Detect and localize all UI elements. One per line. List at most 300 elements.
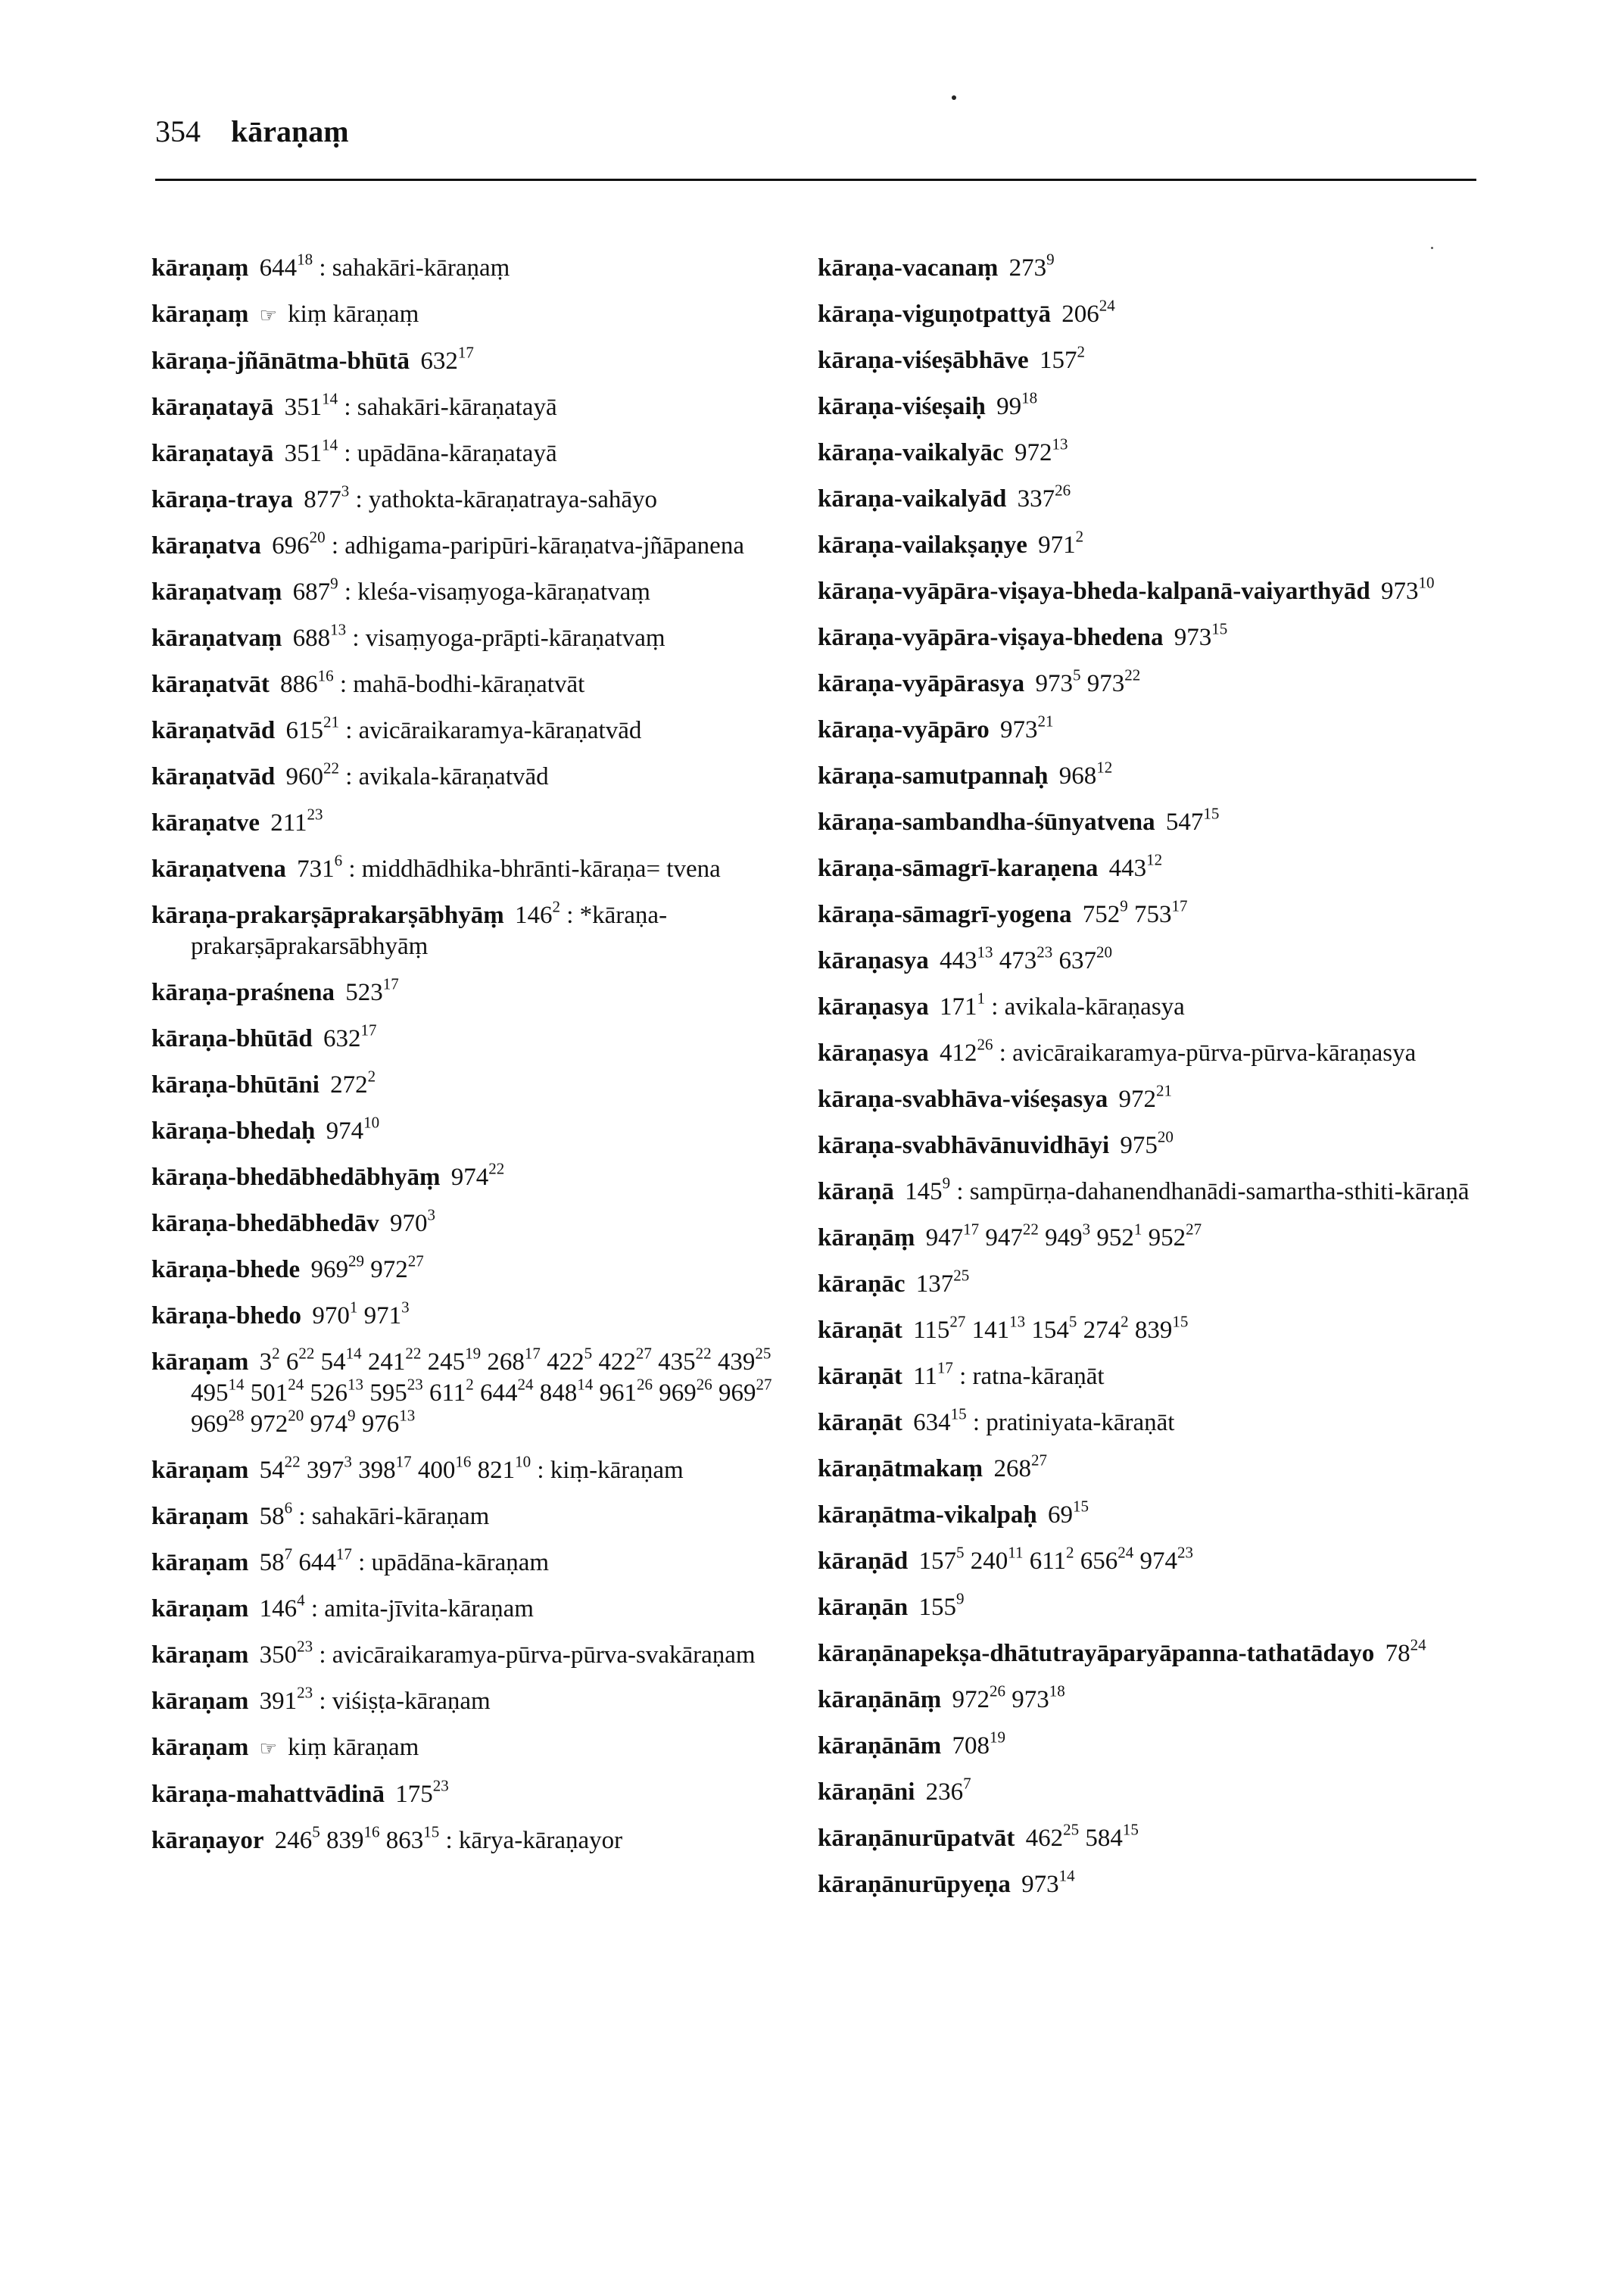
page-reference: [1133, 896, 1188, 928]
reference-page: 146: [514, 902, 553, 929]
index-entry: [151, 299, 818, 331]
entry-note: : sahakāri-kāraṇam: [298, 1503, 490, 1530]
page-reference: [905, 1173, 951, 1205]
page-reference: [323, 1021, 377, 1052]
reference-line: 17: [937, 1358, 953, 1377]
reference-page: 970: [390, 1210, 428, 1237]
entry-note: : viśiṣṭa-kāraṇam: [319, 1688, 491, 1715]
entry-note: : avicāraikaramya-pūrva-pūrva-svakāraṇam: [319, 1641, 756, 1669]
entry-references: [1017, 481, 1071, 513]
page-reference: [539, 1375, 594, 1407]
reference-line: 17: [963, 1220, 980, 1239]
entry-references: [918, 1543, 1193, 1575]
reference-line: 20: [1096, 943, 1112, 962]
entry-note: : adhigama-paripūri-kāraṇatva-jñāpanena: [331, 532, 744, 559]
reference-line: 22: [1022, 1220, 1039, 1239]
reference-line: 24: [1099, 296, 1115, 315]
entry-note: : pratiniyata-kāraṇāt: [972, 1409, 1175, 1436]
index-entry: [151, 1344, 818, 1440]
reference-line: 10: [515, 1452, 531, 1471]
reference-line: 1: [977, 989, 985, 1008]
reference-line: 9: [1046, 250, 1055, 269]
page-reference: [272, 528, 326, 559]
index-entry: [151, 250, 818, 284]
page-reference: [925, 1774, 971, 1806]
entry-headword: kāraṇa-vacanaṃ: [818, 254, 999, 282]
page-reference: [304, 482, 350, 513]
entry-references: [259, 1637, 313, 1669]
index-entry: [151, 1732, 818, 1764]
entry-references: [259, 1498, 293, 1530]
page-reference: [259, 1544, 293, 1576]
entry-headword: kāraṇaṃ: [151, 254, 249, 282]
page-reference: [284, 435, 338, 467]
reference-page: 634: [913, 1409, 951, 1436]
reference-page: 877: [304, 486, 341, 513]
reference-line: 15: [423, 1822, 440, 1841]
entry-note: kiṃ kāraṇam: [288, 1734, 419, 1761]
page-reference: [1085, 1820, 1139, 1852]
page-reference: [658, 1344, 712, 1376]
page-reference: [285, 712, 339, 744]
entry-references: [939, 989, 985, 1021]
reference-page: 976: [361, 1410, 400, 1438]
entry-references: [259, 1683, 313, 1715]
entry-references: [1118, 1081, 1172, 1113]
reference-page: 501: [250, 1379, 288, 1407]
reference-line: 27: [949, 1312, 966, 1331]
entry-headword: kāraṇān: [818, 1594, 909, 1621]
reference-page: 78: [1385, 1640, 1410, 1667]
reference-page: 632: [420, 348, 458, 375]
page-reference: [1008, 250, 1055, 282]
reference-page: 99: [996, 393, 1022, 420]
index-entry: [818, 712, 1484, 746]
reference-page: 245: [427, 1348, 466, 1376]
entry-references: [1035, 665, 1141, 697]
reference-page: 443: [1108, 855, 1147, 882]
reference-page: 141: [971, 1317, 1010, 1344]
index-entry: [151, 1113, 818, 1147]
index-entry: [818, 896, 1484, 930]
page-reference: [370, 1251, 424, 1283]
page-reference: [1080, 1543, 1134, 1575]
reference-line: 15: [1203, 804, 1220, 823]
reference-line: 9: [955, 1589, 965, 1608]
entry-headword: kāraṇāt: [818, 1317, 902, 1344]
entry-references: [304, 482, 350, 513]
entry-headword: kāraṇa-sāmagrī-karaṇena: [818, 855, 1099, 882]
entry-references: [1108, 850, 1163, 882]
reference-page: 236: [925, 1778, 964, 1806]
index-entry: [818, 1728, 1484, 1762]
reference-line: 18: [297, 250, 313, 269]
page-reference: [717, 1344, 771, 1376]
reference-line: 23: [1177, 1543, 1193, 1562]
page-reference: [1058, 758, 1113, 790]
header-rule: [155, 179, 1476, 181]
entry-headword: kāraṇasya: [818, 1039, 929, 1067]
reference-line: 13: [977, 943, 993, 962]
reference-line: 23: [297, 1683, 313, 1702]
entry-note: : sahakāri-kāraṇaṃ: [319, 254, 510, 282]
reference-line: 5: [1068, 1312, 1077, 1331]
reference-line: 23: [407, 1375, 423, 1394]
page-reference: [306, 1452, 352, 1484]
reference-page: 273: [1008, 254, 1047, 282]
reference-page: 462: [1025, 1825, 1064, 1852]
index-entry: [818, 388, 1484, 422]
index-entry: [151, 1683, 818, 1717]
entry-headword: kāraṇa-samutpannaḥ: [818, 762, 1049, 790]
reference-page: 495: [191, 1379, 229, 1407]
reference-page: 268: [993, 1455, 1031, 1482]
reference-page: 154: [1031, 1317, 1069, 1344]
entry-headword: kāraṇa-bhedo: [151, 1302, 302, 1329]
reference-line: 23: [307, 805, 323, 824]
reference-page: 886: [280, 671, 318, 698]
entry-references: [1061, 296, 1115, 328]
page-reference: [420, 343, 474, 375]
page-reference: [1031, 1312, 1077, 1344]
entry-references: [284, 389, 338, 421]
reference-page: 752: [1082, 901, 1121, 928]
reference-line: 22: [284, 1452, 301, 1471]
index-entry: [818, 804, 1484, 838]
index-entry: [818, 1866, 1484, 1900]
index-entry: [151, 1067, 818, 1101]
reference-line: 26: [1055, 481, 1071, 500]
entry-note: : visaṃyoga-prāpti-kāraṇatvaṃ: [352, 625, 665, 652]
reference-line: 21: [323, 712, 339, 731]
entry-headword: kāraṇa-mahattvādinā: [151, 1781, 385, 1808]
page-reference: [369, 1375, 423, 1407]
reference-line: 15: [1072, 1497, 1089, 1516]
reference-page: 54: [259, 1457, 285, 1484]
reference-line: 2: [466, 1375, 474, 1394]
entry-note: : kārya-kāraṇayor: [445, 1827, 623, 1854]
reference-page: 155: [918, 1594, 956, 1621]
reference-page: 961: [599, 1379, 637, 1407]
entry-headword: kāraṇāni: [818, 1778, 915, 1806]
page-number: 354: [155, 114, 201, 148]
entry-references: [1120, 1127, 1174, 1159]
reference-page: 969: [659, 1379, 697, 1407]
entry-references: [297, 851, 343, 883]
page-reference: [1165, 804, 1220, 836]
entry-note: : avicāraikaramya-kāraṇatvād: [345, 717, 642, 744]
page-reference: [259, 1452, 301, 1484]
reference-line: 15: [1172, 1312, 1189, 1331]
entry-headword: kāraṇa-bhedābhedāv: [151, 1210, 379, 1237]
entry-references: [259, 1544, 352, 1576]
page-reference: [259, 1637, 313, 1669]
index-entry: [151, 1822, 818, 1856]
reference-line: 19: [989, 1728, 1005, 1747]
index-entry: [151, 343, 818, 377]
entry-headword: kāraṇānāṃ: [818, 1686, 942, 1713]
index-entry: [818, 481, 1484, 515]
reference-line: 13: [1009, 1312, 1026, 1331]
page-reference: [390, 1205, 436, 1237]
reference-line: 1: [1133, 1220, 1142, 1239]
page-reference: [1108, 850, 1163, 882]
page-reference: [1039, 342, 1085, 374]
reference-line: 13: [399, 1406, 416, 1425]
reference-line: 25: [755, 1344, 771, 1363]
page-reference: [939, 943, 993, 974]
reference-page: 952: [1148, 1224, 1186, 1251]
reference-line: 3: [427, 1205, 436, 1224]
reference-page: 58: [259, 1549, 285, 1576]
index-entry: [818, 435, 1484, 469]
entry-headword: kāraṇāt: [818, 1363, 902, 1390]
reference-page: 960: [285, 763, 323, 790]
reference-line: 10: [363, 1113, 380, 1132]
page-reference: [1021, 1866, 1075, 1898]
page-reference: [985, 1220, 1039, 1251]
reference-page: 439: [717, 1348, 756, 1376]
reference-page: 688: [292, 625, 331, 652]
page-reference: [361, 1406, 416, 1438]
page-reference: [363, 1298, 410, 1329]
entry-references: [312, 1298, 410, 1329]
entry-note: : upādāna-kāraṇatayā: [344, 440, 557, 467]
index-entry: [818, 665, 1484, 700]
reference-line: 2: [552, 897, 560, 916]
index-entry: [151, 1298, 818, 1332]
index-entry: [818, 527, 1484, 561]
reference-page: 595: [369, 1379, 407, 1407]
right-column: [818, 250, 1484, 1915]
page-reference: [996, 388, 1038, 420]
page-reference: [1058, 943, 1112, 974]
entry-note: : avicāraikaramya-pūrva-pūrva-kāraṇasya: [999, 1039, 1417, 1067]
index-entry: [151, 851, 818, 885]
entry-headword: kāraṇa-vaikalyāc: [818, 439, 1004, 466]
entry-headword: kāraṇāt: [818, 1409, 902, 1436]
reference-page: 644: [298, 1549, 336, 1576]
reference-page: 974: [1139, 1548, 1177, 1575]
reference-line: 22: [488, 1159, 505, 1178]
page-reference: [1038, 527, 1084, 559]
reference-page: 696: [272, 532, 310, 559]
page-reference: [250, 1375, 304, 1407]
reference-line: 22: [323, 759, 339, 778]
entry-headword: kāraṇaṃ: [151, 301, 249, 328]
entry-headword: kāraṇa-viguṇotpattyā: [818, 301, 1052, 328]
entry-references: [1082, 896, 1188, 928]
entry-headword: kāraṇam: [151, 1641, 249, 1669]
reference-line: 14: [322, 389, 338, 408]
reference-line: 18: [1021, 388, 1038, 407]
reference-line: 14: [577, 1375, 594, 1394]
index-entry: [151, 1591, 818, 1625]
page-reference: [270, 805, 323, 837]
reference-page: 526: [310, 1379, 348, 1407]
reference-page: 412: [939, 1039, 977, 1067]
reference-page: 974: [450, 1164, 489, 1191]
reference-page: 863: [385, 1827, 424, 1854]
page-reference: [1025, 1820, 1080, 1852]
entry-headword: kāraṇānurūpyeṇa: [818, 1871, 1011, 1898]
index-entry: [151, 1776, 818, 1810]
index-entry: [151, 528, 818, 562]
entry-references: [326, 1113, 380, 1145]
reference-line: 22: [298, 1344, 315, 1363]
entry-references: [1025, 1820, 1139, 1852]
reference-line: 22: [695, 1344, 712, 1363]
page-reference: [547, 1344, 593, 1376]
index-entry: [818, 1543, 1484, 1577]
index-entry: [151, 712, 818, 746]
entry-references: [939, 1035, 993, 1067]
entry-note: : middhādhika-bhrānti-kāraṇa= tvena: [348, 856, 721, 883]
reference-page: 708: [952, 1732, 990, 1759]
page-reference: [598, 1344, 652, 1376]
page-reference: [310, 1406, 356, 1438]
index-entry: [818, 1220, 1484, 1254]
page-reference: [1174, 619, 1228, 651]
entry-references: [1038, 527, 1084, 559]
entry-headword: kāraṇa-vyāpārasya: [818, 670, 1025, 697]
reference-line: 17: [360, 1021, 377, 1039]
entry-references: [905, 1173, 951, 1205]
reference-line: 24: [1117, 1543, 1134, 1562]
pointing-hand-icon: ☞: [259, 304, 277, 326]
reference-line: 19: [465, 1344, 482, 1363]
reference-page: 274: [1083, 1317, 1121, 1344]
index-entry: [818, 1589, 1484, 1623]
index-entry: [151, 574, 818, 608]
reference-page: 171: [939, 993, 977, 1021]
page-reference: [259, 1591, 305, 1622]
reference-page: 6: [285, 1348, 299, 1376]
index-entry: [818, 573, 1484, 607]
page-reference: [1014, 435, 1068, 466]
entry-references: [1008, 250, 1055, 282]
page-reference: [1061, 296, 1115, 328]
entry-headword: kāraṇā: [818, 1178, 894, 1205]
reference-line: 13: [1052, 435, 1068, 454]
index-entry: [151, 482, 818, 516]
reference-page: 972: [1014, 439, 1052, 466]
reference-line: 20: [288, 1406, 304, 1425]
reference-line: 13: [330, 620, 347, 639]
entry-headword: kāraṇānurūpatvāt: [818, 1825, 1015, 1852]
index-entry: [818, 1404, 1484, 1438]
entry-headword: kāraṇatvaṃ: [151, 578, 282, 606]
page-reference: [1385, 1635, 1426, 1667]
page-reference: [320, 1344, 362, 1376]
page-reference: [326, 1822, 380, 1854]
reference-line: 27: [407, 1251, 424, 1270]
entry-references: [280, 666, 334, 698]
reference-line: 14: [345, 1344, 362, 1363]
index-entry: [818, 1451, 1484, 1485]
page-reference: [1120, 1127, 1174, 1159]
reference-line: 29: [348, 1251, 364, 1270]
reference-page: 11: [913, 1363, 937, 1390]
entry-headword: kāraṇād: [818, 1548, 909, 1575]
entry-references: [330, 1067, 376, 1099]
reference-line: 12: [1146, 850, 1163, 869]
reference-line: 16: [363, 1822, 380, 1841]
page-reference: [918, 1589, 965, 1621]
index-entry: [818, 1035, 1484, 1069]
index-entry: [151, 897, 818, 962]
entry-headword: kāraṇam: [151, 1595, 249, 1622]
entry-references: [952, 1682, 1065, 1713]
entry-headword: kāraṇam: [151, 1457, 249, 1484]
reference-page: 337: [1017, 485, 1055, 513]
reference-page: 268: [487, 1348, 525, 1376]
reference-line: 2: [1121, 1312, 1129, 1331]
entry-headword: kāraṇam: [151, 1348, 249, 1376]
reference-line: 28: [228, 1406, 245, 1425]
entry-references: [310, 1251, 424, 1283]
entry-headword: kāraṇam: [151, 1688, 249, 1715]
reference-line: 17: [382, 974, 399, 993]
entry-references: [925, 1774, 971, 1806]
reference-page: 971: [1038, 531, 1076, 559]
reference-page: 972: [370, 1256, 408, 1283]
index-entry: [818, 1497, 1484, 1531]
reference-page: 611: [429, 1379, 466, 1407]
entry-references: [323, 1021, 377, 1052]
index-entry: [151, 1498, 818, 1532]
reference-page: 523: [345, 979, 383, 1006]
entry-references: [292, 574, 338, 606]
entry-headword: kāraṇam: [151, 1549, 249, 1576]
reference-line: 25: [1063, 1820, 1080, 1839]
index-entry: [818, 758, 1484, 792]
entry-headword: kāraṇatvaṃ: [151, 625, 282, 652]
reference-line: 2: [1077, 342, 1085, 361]
entry-headword: kāraṇa-vyāpāra-viṣaya-bhedena: [818, 624, 1164, 651]
entry-references: [925, 1220, 1202, 1251]
reference-page: 949: [1045, 1224, 1083, 1251]
index-entry: [818, 1173, 1484, 1208]
page-reference: [358, 1452, 412, 1484]
page-reference: [952, 1728, 1005, 1759]
reference-line: 11: [1008, 1543, 1024, 1562]
reference-page: 206: [1061, 301, 1099, 328]
reference-page: 137: [915, 1270, 954, 1298]
page-reference: [395, 1776, 449, 1808]
entry-references: [259, 250, 313, 282]
page-reference: [312, 1298, 358, 1329]
page-reference: [298, 1544, 352, 1576]
page-reference: [952, 1682, 1005, 1713]
reference-page: 952: [1096, 1224, 1134, 1251]
reference-line: 16: [455, 1452, 472, 1471]
entry-references: [993, 1451, 1047, 1482]
entry-headword: kāraṇa-svabhāva-viśeṣasya: [818, 1086, 1108, 1113]
reference-line: 4: [297, 1591, 305, 1610]
reference-page: 58: [259, 1503, 285, 1530]
reference-line: 15: [1211, 619, 1228, 638]
index-entry: [151, 1021, 818, 1055]
reference-line: 7: [284, 1544, 293, 1563]
reference-page: 644: [480, 1379, 518, 1407]
entry-note: : yathokta-kāraṇatraya-sahāyo: [355, 486, 658, 513]
entry-references: [913, 1404, 967, 1436]
entry-headword: kāraṇa-vailakṣaṇye: [818, 531, 1027, 559]
entry-headword: kāraṇānām: [818, 1732, 942, 1759]
reference-line: 3: [1082, 1220, 1091, 1239]
page-reference: [450, 1159, 505, 1191]
